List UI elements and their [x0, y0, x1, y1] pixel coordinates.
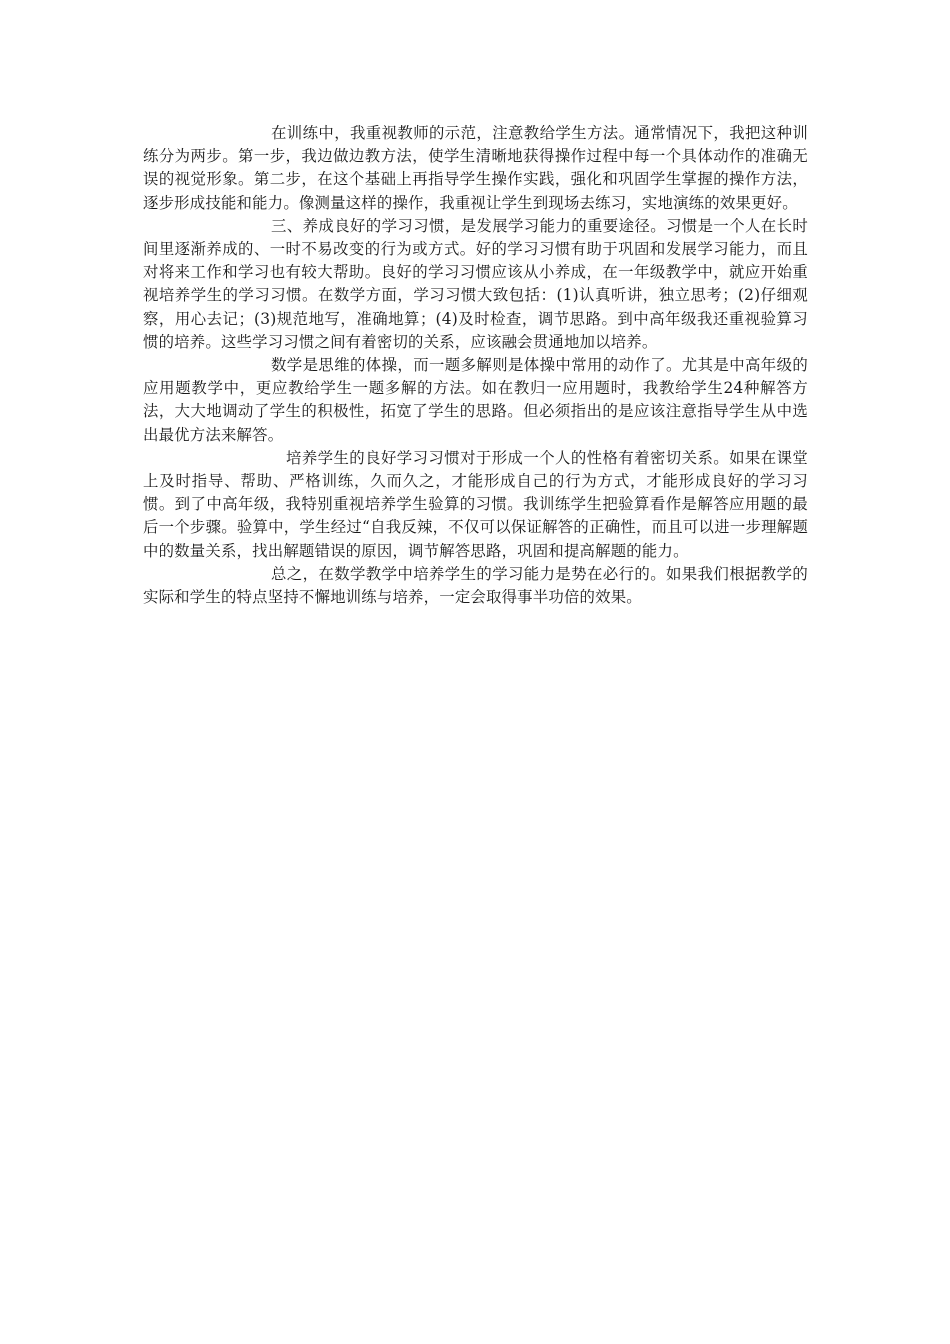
- paragraph-conclusion: 总之，在数学教学中培养学生的学习能力是势在必行的。如果我们根据教学的实际和学生的特点坚持不懈地训练与培养，一定会取得事半功倍的效果。: [143, 564, 808, 607]
- paragraph-multiple-solutions: 数学是思维的体操，而一题多解则是体操中常用的动作了。尤其是中高年级的应用题教学中，更应教给学生一题多解的方法。如在教归一应用题时，我教给学生24种解答方法，大大地调动了学生的积极性，拓宽了学生的思路。但必须指出的是应该注意指导学生从中选出最优方法来解答。: [143, 356, 808, 444]
- paragraph-study-habits: 三、养成良好的学习习惯，是发展学习能力的重要途径。习惯是一个人在长时间里逐渐养成的、一时不易改变的行为或方式。好的学习习惯有助于巩固和发展学习能力，而且对将来工作和学习也有较大帮助。良好的学习习惯应该从小养成，在一年级教学中，就应开始重视培养学生的学习习惯。在数学方面，学习习惯大致包括：(1)认真听讲，独立思考；(2)仔细观察，用心去记；(3)规范地写，准确地算；(4)及时检查，调节思路。到中高年级我还重视验算习惯的培养。这些学习习惯之间有着密切的关系，应该融会贯通地加以培养。: [143, 216, 808, 351]
- paragraph-verification-habit: 培养学生的良好学习习惯对于形成一个人的性格有着密切关系。如果在课堂上及时指导、帮助、严格训练，久而久之，才能形成自己的行为方式，才能形成良好的学习习惯。到了中高年级，我特别重视培养学生验算的习惯。我训练学生把验算看作是解答应用题的最后一个步骤。验算中，学生经过“自我反辣，不仅可以保证解答的正确性，而且可以进一步理解题中的数量关系，找出解题错误的原因，调节解答思路，巩固和提高解题的能力。: [143, 448, 808, 560]
- paragraph-training-method: 在训练中，我重视教师的示范，注意教给学生方法。通常情况下，我把这种训练分为两步。第一步，我边做边教方法，使学生清晰地获得操作过程中每一个具体动作的准确无误的视觉形象。第二步，在这个基础上再指导学生操作实践，强化和巩固学生掌握的操作方法，逐步形成技能和能力。像测量这样的操作，我重视让学生到现场去练习，实地演练的效果更好。: [143, 124, 808, 212]
- document-page: [143, 122, 808, 609]
